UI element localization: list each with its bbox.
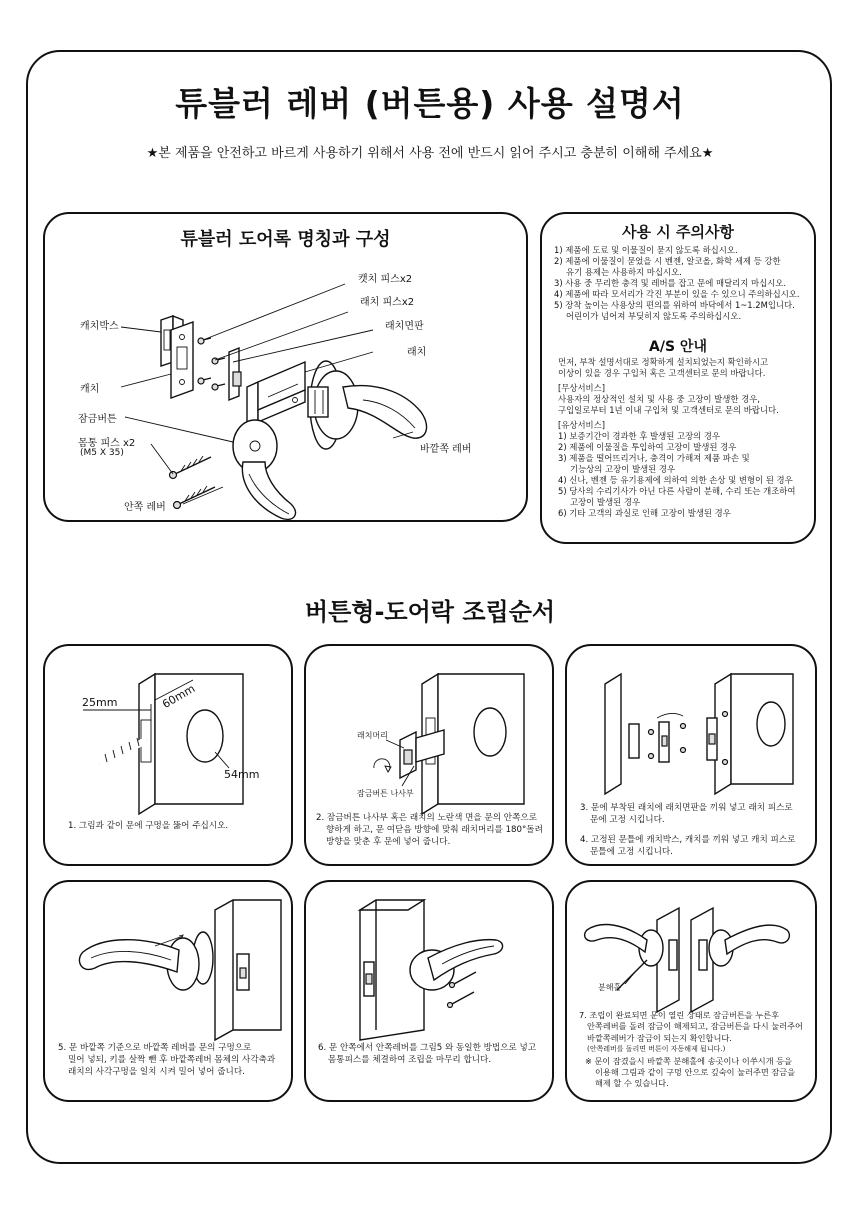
step-6-text — [318, 1042, 536, 1066]
label-outer-lever: 바깥쪽 레버 — [420, 444, 472, 455]
assembly-heading: 버튼형-도어락 조립순서 — [304, 598, 556, 626]
catch-plate-illustration — [171, 322, 193, 398]
as-paid-title: [유상서비스] — [558, 420, 605, 430]
dim-60mm: 60mm — [160, 682, 198, 711]
step-line: 2. 잠금버튼 나사부 혹은 래치의 노란색 면을 문의 안쪽으로 — [316, 813, 537, 823]
label-latch-screw: 래치 피스x2 — [360, 297, 415, 308]
label-catch: 캐치 — [80, 384, 100, 395]
step-3-4-text — [580, 802, 795, 858]
body-screws — [170, 456, 216, 509]
step-1-text — [68, 820, 228, 832]
tag-release-hole: 분해홀 — [598, 983, 622, 992]
caution-item: 3) 사용 중 무리한 충격 및 레버를 잡고 문에 매달리지 마십시오. — [554, 278, 787, 288]
step-line: 문틀에 고정 시킵니다. — [590, 847, 673, 857]
step-line: 안쪽레버를 돌려 잠금이 해제되고, 잠금버튼을 다시 눌러주어 — [587, 1021, 803, 1032]
step-line: 7. 조립이 완료되면 문이 열린 상태로 잠금버튼을 누른후 — [579, 1010, 780, 1020]
step-6-illustration — [304, 880, 554, 1102]
tag-latch-head: 래치머리 — [357, 731, 388, 740]
caution-item: 5) 장착 높이는 사용상의 편의를 위하여 바닥에서 1~1.2M입니다. — [554, 300, 795, 310]
step-line: 바깥쪽레버가 잠금이 되는지 확인합니다. — [587, 1032, 732, 1043]
inner-lever-illustration — [233, 420, 296, 519]
step-5-text — [58, 1042, 275, 1078]
small-screws — [198, 338, 225, 390]
step-line: 해제 할 수 있습니다. — [595, 1078, 669, 1089]
label-catch-screw: 캣치 피스x2 — [358, 274, 413, 285]
step-line: 1. 그림과 같이 문에 구멍을 뚫어 주십시오. — [68, 821, 229, 831]
step-line: 문에 고정 시킵니다. — [590, 815, 665, 825]
as-paid: 4) 신나, 벤젠 등 유기용제에 의하여 의한 손상 및 변형이 된 경우 — [558, 475, 793, 485]
step-line: 이용해 그림과 같이 구멍 안으로 깊숙이 눌러주면 잠금을 — [595, 1067, 796, 1078]
dim-54mm: 54mm — [224, 768, 260, 781]
step-7-text — [579, 1010, 803, 1090]
as-paid: 기능상의 고장이 발생된 경우 — [570, 464, 676, 474]
step-line: ※ 문이 잠겼을시 바깥쪽 분해홀에 송곳이나 이쑤시개 등을 — [585, 1055, 792, 1066]
exploded-diagram — [43, 212, 528, 522]
step-2-text — [316, 812, 543, 848]
outer-lever-illustration — [308, 361, 427, 449]
step-line: 5. 문 바깥쪽 기준으로 바깥쪽 레버를 문의 구멍으로 — [58, 1043, 252, 1053]
label-catch-box: 캐치박스 — [80, 321, 119, 332]
caution-item: 어린이가 넘어져 부딪히지 않도록 주의하십시오. — [566, 311, 742, 321]
as-paid: 1) 보증기간이 경과한 후 발생된 고장의 경우 — [558, 431, 721, 441]
caution-item: 2) 제품에 이물질이 묻었을 시 벤젠, 알코올, 화학 세제 등 강한 — [554, 256, 781, 266]
step-line: 래치의 사각구멍을 일치 시켜 밀어 넣어 줍니다. — [68, 1067, 245, 1077]
as-body — [558, 357, 795, 519]
caution-item: 1) 제품에 도료 및 이물질이 묻지 않도록 하십시오. — [554, 245, 738, 255]
step-line — [580, 826, 795, 834]
caution-list — [554, 245, 800, 322]
step-line: 밀어 넣되, 키를 살짝 뺀 후 바깥쪽레버 몸체의 사각축과 — [68, 1055, 276, 1065]
as-paid: 2) 제품에 이물질을 투입하여 고장이 발생된 경우 — [558, 442, 737, 452]
as-paid: 고장이 발생된 경우 — [570, 497, 641, 507]
as-free-title: [무상서비스] — [558, 383, 605, 393]
step-1-illustration — [43, 644, 293, 866]
label-body-screw-size: (M5 X 35) — [80, 448, 124, 458]
label-body-screw: 몸통 피스 x2 — [78, 438, 136, 449]
label-latch-plate: 래치면판 — [385, 321, 424, 332]
label-lock-button: 잠금버튼 — [78, 414, 117, 425]
as-free: 사용자의 정상적인 설치 및 사용 중 고장이 발생한 경우, — [558, 394, 760, 404]
page-title: 튜블러 레버 (버튼용) 사용 설명서 — [175, 84, 685, 123]
as-intro: 이상이 있을 경우 구입처 혹은 고객센터로 문의 바랍니다. — [558, 368, 766, 378]
latch-plate-illustration — [229, 348, 241, 400]
as-paid: 5) 당사의 수리기사가 아닌 다른 사람이 분해, 수리 또는 개조하여 — [558, 486, 796, 496]
as-paid: 3) 제품을 떨어뜨리거나, 충격이 가해져 제품 파손 및 — [558, 453, 750, 463]
step-line: 3. 문에 부착된 래치에 래치면판을 끼워 넣고 래치 피스로 — [580, 803, 793, 813]
step-line: 4. 고정된 문틀에 캐치박스, 캐치를 끼워 넣고 캐치 피스로 — [580, 835, 796, 845]
caution-heading: 사용 시 주의사항 — [622, 223, 734, 241]
as-intro: 먼저, 부착 설명서대로 정확하게 설치되었는지 확인하시고 — [558, 357, 769, 367]
parts-heading: 튜블러 도어록 명칭과 구성 — [180, 229, 391, 250]
caution-item: 유기 용제는 사용하지 마십시오. — [566, 267, 682, 277]
label-latch: 래치 — [407, 347, 427, 358]
step-line: 향하게 하고, 문 여닫음 방향에 맞춰 래치머리를 180°돌려 — [326, 825, 543, 835]
tag-button-screw: 잠금버튼 나사부 — [357, 789, 414, 798]
as-free: 구입일로부터 1년 이내 구입처 및 고객센터로 문의 바랍니다. — [558, 405, 779, 415]
step-line: 6. 문 안쪽에서 안쪽레버를 그림5 와 동일한 방법으로 넣고 — [318, 1043, 537, 1053]
page-subtitle: ★본 제품을 안전하고 바르게 사용하기 위해서 사용 전에 반드시 읽어 주시고 충분히 이해해 주세요★ — [146, 146, 714, 161]
caution-item: 4) 제품에 따라 모서리가 각진 부분이 있을 수 있으니 주의하십시오. — [554, 289, 800, 299]
as-heading: A/S 안내 — [649, 339, 707, 355]
dim-25mm: 25mm — [82, 696, 118, 709]
step-line: 몸통피스를 체결하여 조립을 마무리 합니다. — [328, 1055, 492, 1065]
step-line: 방향을 맞춘 후 문에 넣어 줍니다. — [326, 837, 451, 847]
as-paid: 6) 기타 고객의 과실로 인해 고장이 발생된 경우 — [558, 508, 731, 518]
label-inner-lever: 안쪽 레버 — [124, 502, 166, 513]
step-line: (안쪽레버를 돌리면 버튼이 자동해제 됩니다.) — [587, 1045, 726, 1054]
